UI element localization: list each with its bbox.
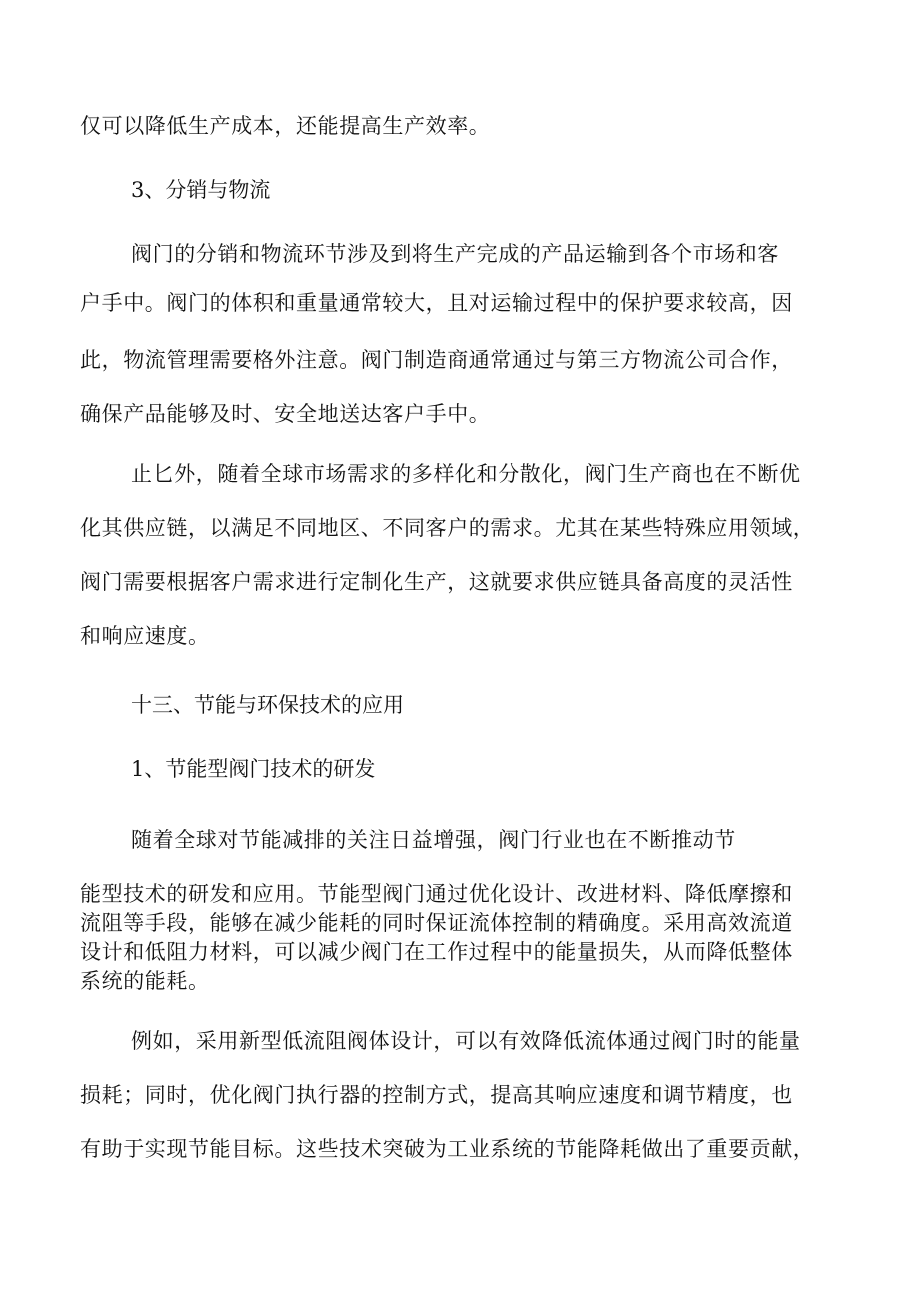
paragraph-supply-chain-line-3: 阀门需要根据客户需求进行定制化生产，这就要求供应链具备高度的灵活性 (80, 570, 793, 594)
section-heading-energy-environment: 十三、节能与环保技术的应用 (131, 693, 404, 717)
paragraph-energy-intro-line-4: 设计和低阻力材料，可以减少阀门在工作过程中的能量损失，从而降低整体 (80, 940, 793, 964)
paragraph-energy-intro-line-5: 系统的能耗。 (80, 969, 210, 993)
paragraph-distribution-line-4: 确保产品能够及时、安全地送达客户手中。 (80, 402, 491, 426)
paragraph-supply-chain-line-2: 化其供应链，以满足不同地区、不同客户的需求。尤其在某些特殊应用领域， (80, 516, 815, 540)
paragraph-example-line-2: 损耗；同时，优化阀门执行器的控制方式，提高其响应速度和调节精度，也 (80, 1083, 793, 1107)
paragraph-energy-intro-line-2: 能型技术的研发和应用。节能型阀门通过优化设计、改进材料、降低摩擦和 (80, 882, 793, 906)
subheading-energy-saving-valve: 1、节能型阀门技术的研发 (131, 757, 376, 781)
paragraph-distribution-line-1: 阀门的分销和物流环节涉及到将生产完成的产品运输到各个市场和客 (131, 242, 779, 266)
paragraph-example-line-3: 有助于实现节能目标。这些技术突破为工业系统的节能降耗做出了重要贡献， (80, 1137, 815, 1161)
paragraph-example-line-1: 例如，采用新型低流阻阀体设计，可以有效降低流体通过阀门时的能量 (131, 1029, 801, 1053)
paragraph-supply-chain-line-4: 和响应速度。 (80, 624, 210, 648)
paragraph-energy-intro-line-3: 流阻等手段，能够在减少能耗的同时保证流体控制的精确度。采用高效流道 (80, 911, 793, 935)
paragraph-carryover-line-1: 仅可以降低生产成本，还能提高生产效率。 (80, 114, 491, 138)
paragraph-distribution-line-2: 户手中。阀门的体积和重量通常较大，且对运输过程中的保护要求较高，因 (80, 291, 793, 315)
paragraph-energy-intro-line-1: 随着全球对节能减排的关注日益增强，阀门行业也在不断推动节 (131, 828, 736, 852)
paragraph-supply-chain-line-1: 止匕外，随着全球市场需求的多样化和分散化，阀门生产商也在不断优 (131, 462, 801, 486)
paragraph-distribution-line-3: 此，物流管理需要格外注意。阀门制造商通常通过与第三方物流公司合作， (80, 348, 793, 372)
heading-distribution-logistics: 3、分销与物流 (131, 178, 271, 202)
